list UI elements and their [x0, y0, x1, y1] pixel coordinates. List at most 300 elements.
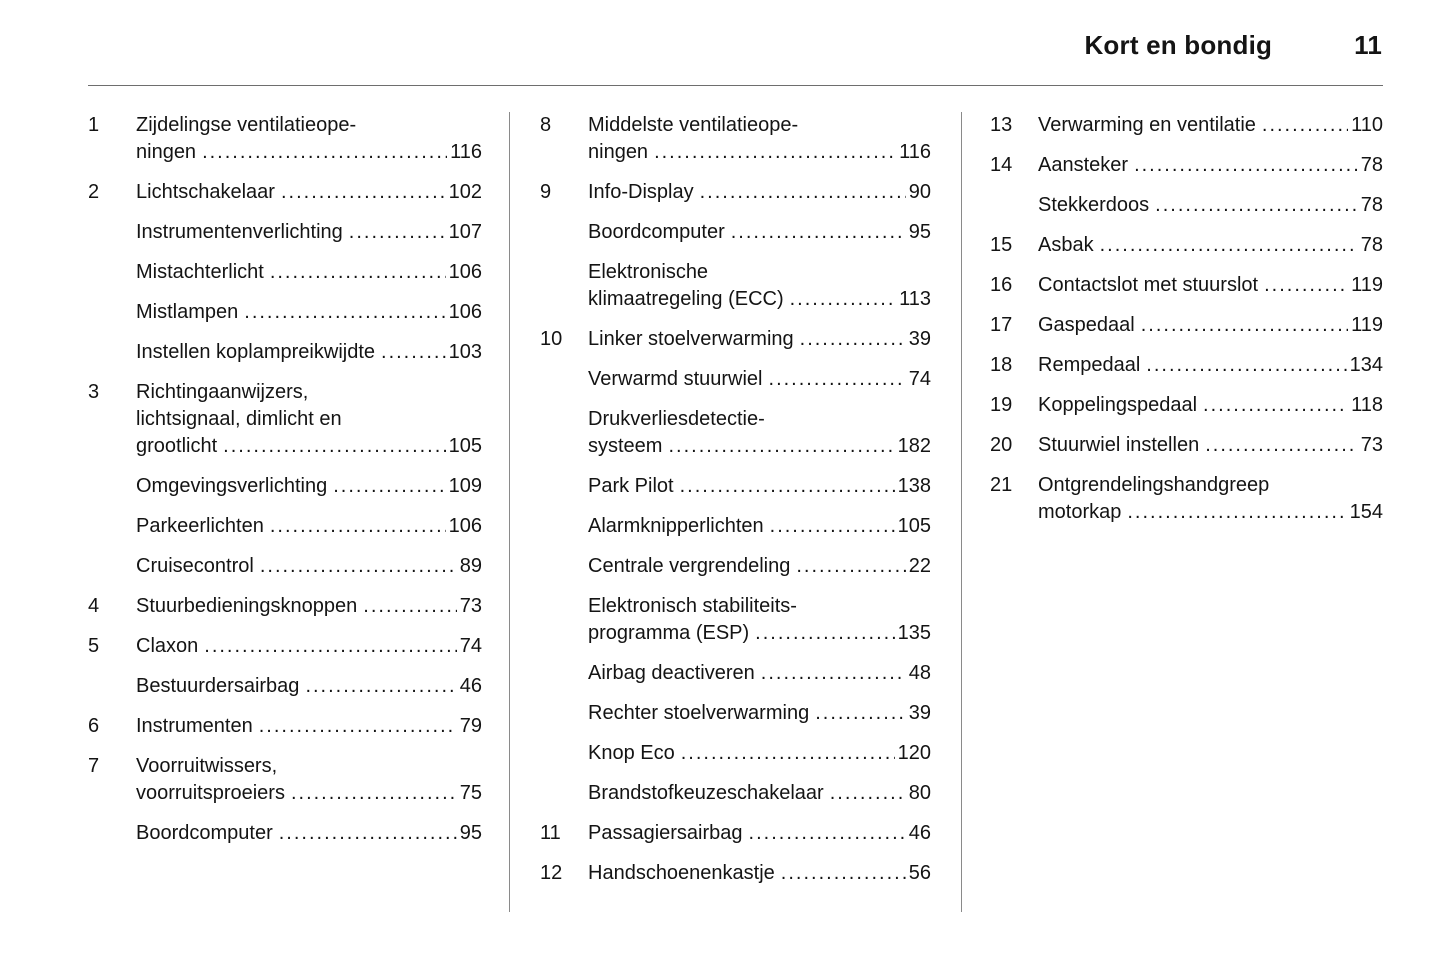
entry-page: 107 — [448, 221, 482, 243]
entry-number — [88, 553, 136, 580]
entry-page: 119 — [1351, 274, 1383, 296]
entry-page: 106 — [448, 301, 482, 323]
entry-content — [1038, 352, 1383, 379]
entry-number: 1 — [88, 114, 100, 136]
entry-text: motorkap — [1038, 501, 1122, 523]
entry-text: programma (ESP) — [588, 622, 750, 644]
entry-number: 17 — [990, 314, 1013, 336]
dot-leader — [700, 179, 906, 206]
entry-page: 79 — [459, 715, 482, 737]
dot-leader — [1146, 352, 1346, 379]
toc-entry — [88, 553, 482, 580]
entry-number: 12 — [540, 862, 563, 884]
entry-line — [136, 593, 482, 620]
dot-leader — [270, 513, 446, 540]
entry-line — [1038, 499, 1383, 526]
dot-leader — [654, 139, 896, 166]
entry-line — [1038, 232, 1383, 259]
entry-line — [136, 433, 482, 460]
entry-line — [588, 740, 931, 767]
entry-content — [1038, 112, 1383, 139]
toc-column — [88, 112, 510, 912]
entry-text: Brandstofkeuzeschakelaar — [588, 782, 824, 804]
entry-text: Instrumentenverlichting — [136, 221, 343, 243]
page-header — [0, 30, 1382, 61]
toc-entry — [540, 513, 931, 540]
entry-number — [88, 299, 136, 326]
entry-number: 14 — [990, 154, 1013, 176]
dot-leader — [349, 219, 446, 246]
toc-entry — [88, 593, 482, 620]
dot-leader — [1262, 112, 1348, 139]
dot-leader — [796, 553, 905, 580]
entry-content — [1038, 232, 1383, 259]
entry-line — [136, 513, 482, 540]
entry-page: 90 — [908, 181, 931, 203]
dot-leader — [668, 433, 894, 460]
toc-entry — [540, 112, 931, 166]
entry-text: Mistlampen — [136, 301, 239, 323]
entry-content — [136, 713, 482, 740]
entry-text: Knop Eco — [588, 742, 675, 764]
dot-leader — [333, 473, 445, 500]
entry-content — [1038, 432, 1383, 459]
toc-entry — [88, 633, 482, 660]
dot-leader — [770, 513, 895, 540]
entry-number: 6 — [88, 715, 100, 737]
dot-leader — [1127, 499, 1346, 526]
entry-page: 48 — [908, 662, 931, 684]
entry-number — [540, 780, 588, 807]
toc-entry — [88, 820, 482, 847]
entry-number — [540, 553, 588, 580]
entry-content — [588, 700, 931, 727]
entry-page: 105 — [448, 435, 482, 457]
entry-number — [990, 192, 1038, 219]
entry-page: 106 — [448, 261, 482, 283]
entry-line: Richtingaanwijzers, — [136, 381, 309, 403]
entry-line: Middelste ventilatieope- — [588, 114, 799, 136]
entry-number: 19 — [990, 394, 1013, 416]
entry-number — [540, 259, 588, 313]
entry-text: Claxon — [136, 635, 199, 657]
entry-content — [1038, 192, 1383, 219]
entry-text: Stuurwiel instellen — [1038, 434, 1200, 456]
entry-number — [540, 219, 588, 246]
toc-entry — [990, 392, 1383, 419]
entry-number: 10 — [540, 328, 563, 350]
entry-line — [588, 473, 931, 500]
entry-number — [88, 513, 136, 540]
entry-page: 105 — [897, 515, 931, 537]
entry-text: Alarmknipperlichten — [588, 515, 764, 537]
entry-text: ningen — [136, 141, 197, 163]
entry-page: 95 — [908, 221, 931, 243]
entry-page: 74 — [459, 635, 482, 657]
entry-line — [588, 700, 931, 727]
entry-page: 73 — [1360, 434, 1383, 456]
dot-leader — [270, 259, 446, 286]
entry-page: 80 — [908, 782, 931, 804]
entry-line — [588, 553, 931, 580]
dot-leader — [223, 433, 445, 460]
entry-number: 20 — [990, 434, 1013, 456]
entry-number: 16 — [990, 274, 1013, 296]
entry-content — [588, 780, 931, 807]
entry-line: Elektronische — [588, 261, 709, 283]
entry-content — [588, 179, 931, 206]
entry-page: 119 — [1351, 314, 1383, 336]
entry-line — [1038, 112, 1383, 139]
entry-text: Aansteker — [1038, 154, 1129, 176]
entry-page: 116 — [450, 141, 482, 163]
dot-leader — [363, 593, 456, 620]
entry-page: 120 — [897, 742, 931, 764]
dot-leader — [1134, 152, 1358, 179]
toc-entry — [990, 112, 1383, 139]
entry-line: lichtsignaal, dimlicht en — [136, 408, 342, 430]
entry-number: 8 — [540, 114, 552, 136]
entry-line — [1038, 392, 1383, 419]
entry-line — [588, 179, 931, 206]
dot-leader — [281, 179, 446, 206]
entry-page: 138 — [897, 475, 931, 497]
entry-page: 116 — [899, 141, 931, 163]
entry-number: 4 — [88, 595, 100, 617]
dot-leader — [755, 620, 894, 647]
entry-content — [136, 673, 482, 700]
entry-text: Gaspedaal — [1038, 314, 1135, 336]
entry-page: 39 — [908, 702, 931, 724]
entry-number — [540, 700, 588, 727]
entry-line — [1038, 312, 1383, 339]
entry-line — [136, 473, 482, 500]
entry-text: voorruitsproeiers — [136, 782, 285, 804]
toc-entry — [540, 179, 931, 206]
entry-line — [136, 259, 482, 286]
entry-content — [136, 820, 482, 847]
entry-line — [588, 286, 931, 313]
toc-entry — [990, 192, 1383, 219]
toc-entry — [540, 780, 931, 807]
entry-text: Parkeerlichten — [136, 515, 264, 537]
entry-page: 22 — [908, 555, 931, 577]
toc-entry — [88, 513, 482, 540]
entry-page: 74 — [908, 368, 931, 390]
entry-page: 78 — [1360, 234, 1383, 256]
toc-entry — [540, 259, 931, 313]
dot-leader — [761, 660, 906, 687]
toc-entry — [88, 473, 482, 500]
entry-text: Rechter stoelverwarming — [588, 702, 810, 724]
header-rule — [88, 85, 1383, 86]
dot-leader — [749, 820, 906, 847]
toc-entry — [88, 219, 482, 246]
entry-content — [136, 219, 482, 246]
entry-number — [88, 219, 136, 246]
entry-line: Ontgrendelingshandgreep — [1038, 474, 1270, 496]
entry-line: Zijdelingse ventilatieope- — [136, 114, 357, 136]
entry-page: 135 — [897, 622, 931, 644]
entry-line — [1038, 272, 1383, 299]
entry-content — [136, 553, 482, 580]
toc-entry — [88, 299, 482, 326]
entry-content — [588, 259, 931, 313]
entry-number: 5 — [88, 635, 100, 657]
toc-entry — [540, 700, 931, 727]
dot-leader — [279, 820, 457, 847]
entry-line — [136, 673, 482, 700]
dot-leader — [305, 673, 456, 700]
entry-page: 110 — [1351, 114, 1383, 136]
toc-entry — [540, 366, 931, 393]
entry-text: Koppelingspedaal — [1038, 394, 1198, 416]
toc-entry — [540, 593, 931, 647]
entry-line — [136, 780, 482, 807]
entry-page: 118 — [1351, 394, 1383, 416]
toc-entry — [88, 179, 482, 206]
entry-page: 78 — [1360, 154, 1383, 176]
dot-leader — [1155, 192, 1358, 219]
entry-number — [540, 366, 588, 393]
entry-text: Boordcomputer — [588, 221, 725, 243]
toc-entry — [540, 326, 931, 353]
entry-page: 46 — [908, 822, 931, 844]
dot-leader — [680, 473, 895, 500]
entry-page: 113 — [899, 288, 931, 310]
entry-number: 18 — [990, 354, 1013, 376]
entry-line: Voorruitwissers, — [136, 755, 278, 777]
entry-content — [136, 299, 482, 326]
dot-leader — [291, 780, 457, 807]
entry-number — [88, 820, 136, 847]
entry-content — [1038, 152, 1383, 179]
entry-text: Contactslot met stuurslot — [1038, 274, 1259, 296]
entry-number: 21 — [990, 474, 1013, 496]
entry-text: Instrumenten — [136, 715, 253, 737]
entry-line — [136, 339, 482, 366]
entry-line — [1038, 152, 1383, 179]
entry-page: 106 — [448, 515, 482, 537]
toc-entry — [88, 379, 482, 460]
entry-line — [588, 433, 931, 460]
entry-line — [588, 219, 931, 246]
entry-line: Drukverliesdetectie- — [588, 408, 765, 430]
entry-content — [588, 820, 931, 847]
entry-line — [1038, 352, 1383, 379]
entry-line — [136, 820, 482, 847]
dot-leader — [1203, 392, 1348, 419]
entry-line — [588, 660, 931, 687]
toc-entry — [88, 339, 482, 366]
dot-leader — [381, 339, 446, 366]
dot-leader — [1264, 272, 1348, 299]
entry-line — [588, 513, 931, 540]
entry-text: Cruisecontrol — [136, 555, 254, 577]
toc-entry — [540, 219, 931, 246]
entry-content — [136, 179, 482, 206]
entry-content — [588, 406, 931, 460]
entry-number — [88, 339, 136, 366]
entry-text: Airbag deactiveren — [588, 662, 755, 684]
entry-line — [136, 219, 482, 246]
toc-entry — [990, 472, 1383, 526]
dot-leader — [830, 780, 906, 807]
entry-page: 78 — [1360, 194, 1383, 216]
toc-columns — [88, 112, 1383, 912]
entry-number: 15 — [990, 234, 1013, 256]
toc-entry — [88, 753, 482, 807]
entry-page: 75 — [459, 782, 482, 804]
entry-content — [136, 753, 482, 807]
entry-content — [588, 366, 931, 393]
dot-leader — [260, 553, 457, 580]
entry-content — [136, 633, 482, 660]
entry-page: 182 — [897, 435, 931, 457]
toc-entry — [990, 352, 1383, 379]
entry-page: 56 — [908, 862, 931, 884]
entry-page: 39 — [908, 328, 931, 350]
entry-text: Stekkerdoos — [1038, 194, 1150, 216]
entry-line — [588, 620, 931, 647]
toc-entry — [540, 740, 931, 767]
toc-entry — [990, 272, 1383, 299]
dot-leader — [244, 299, 445, 326]
entry-number — [540, 593, 588, 647]
entry-content — [1038, 272, 1383, 299]
entry-content — [588, 513, 931, 540]
entry-number — [540, 740, 588, 767]
entry-text: Stuurbedieningsknoppen — [136, 595, 358, 617]
entry-text: Asbak — [1038, 234, 1094, 256]
dot-leader — [790, 286, 896, 313]
toc-entry — [540, 553, 931, 580]
entry-content — [588, 740, 931, 767]
entry-number: 7 — [88, 755, 100, 777]
toc-entry — [990, 312, 1383, 339]
entry-content — [136, 339, 482, 366]
entry-line — [136, 139, 482, 166]
entry-text: Omgevingsverlichting — [136, 475, 328, 497]
toc-column — [962, 112, 1383, 912]
entry-text: Mistachterlicht — [136, 261, 264, 283]
dot-leader — [731, 219, 906, 246]
entry-content — [136, 259, 482, 286]
entry-text: Info-Display — [588, 181, 694, 203]
entry-text: Handschoenenkastje — [588, 862, 775, 884]
entry-page: 102 — [448, 181, 482, 203]
entry-number — [88, 673, 136, 700]
toc-column — [510, 112, 962, 912]
entry-number: 11 — [540, 822, 561, 844]
dot-leader — [204, 633, 456, 660]
entry-content — [136, 593, 482, 620]
entry-number: 13 — [990, 114, 1013, 136]
entry-number — [88, 259, 136, 286]
dot-leader — [1205, 432, 1358, 459]
entry-text: Bestuurdersairbag — [136, 675, 300, 697]
entry-text: Verwarmd stuurwiel — [588, 368, 763, 390]
entry-page: 134 — [1349, 354, 1383, 376]
toc-entry — [88, 259, 482, 286]
toc-entry — [540, 473, 931, 500]
entry-text: Boordcomputer — [136, 822, 273, 844]
toc-entry — [990, 152, 1383, 179]
dot-leader — [1100, 232, 1358, 259]
entry-content — [1038, 312, 1383, 339]
toc-entry — [88, 713, 482, 740]
entry-line — [136, 179, 482, 206]
entry-line — [1038, 192, 1383, 219]
entry-line — [588, 366, 931, 393]
entry-number — [540, 473, 588, 500]
toc-entry — [540, 860, 931, 887]
dot-leader — [1141, 312, 1348, 339]
entry-number — [88, 473, 136, 500]
dot-leader — [781, 860, 906, 887]
entry-content — [136, 379, 482, 460]
entry-content — [588, 326, 931, 353]
entry-number — [540, 406, 588, 460]
entry-line — [588, 820, 931, 847]
entry-line: Elektronisch stabiliteits- — [588, 595, 797, 617]
toc-entry — [88, 673, 482, 700]
entry-text: Centrale vergrendeling — [588, 555, 791, 577]
entry-text: Instellen koplampreikwijdte — [136, 341, 376, 363]
entry-content — [1038, 392, 1383, 419]
entry-line — [136, 299, 482, 326]
entry-page: 95 — [459, 822, 482, 844]
entry-content — [136, 112, 482, 166]
entry-line — [588, 860, 931, 887]
entry-content — [1038, 472, 1383, 526]
toc-entry — [540, 660, 931, 687]
entry-number — [540, 513, 588, 540]
entry-content — [136, 513, 482, 540]
entry-content — [588, 593, 931, 647]
entry-line — [588, 780, 931, 807]
entry-page: 46 — [459, 675, 482, 697]
entry-text: Rempedaal — [1038, 354, 1141, 376]
entry-page: 103 — [448, 341, 482, 363]
entry-content — [136, 473, 482, 500]
entry-page: 73 — [459, 595, 482, 617]
entry-page: 89 — [459, 555, 482, 577]
entry-number: 9 — [540, 181, 552, 203]
entry-line — [136, 553, 482, 580]
toc-entry — [990, 232, 1383, 259]
dot-leader — [681, 740, 895, 767]
entry-number — [540, 660, 588, 687]
entry-content — [588, 860, 931, 887]
toc-entry — [88, 112, 482, 166]
entry-text: Park Pilot — [588, 475, 674, 497]
toc-entry — [540, 406, 931, 460]
entry-page: 154 — [1349, 501, 1383, 523]
entry-content — [588, 660, 931, 687]
entry-text: Linker stoelverwarming — [588, 328, 794, 350]
entry-content — [588, 553, 931, 580]
entry-content — [588, 112, 931, 166]
entry-line — [588, 326, 931, 353]
toc-entry — [540, 820, 931, 847]
entry-text: Passagiersairbag — [588, 822, 743, 844]
dot-leader — [769, 366, 906, 393]
entry-number: 2 — [88, 181, 100, 203]
toc-entry — [990, 432, 1383, 459]
dot-leader — [815, 700, 906, 727]
entry-page: 109 — [448, 475, 482, 497]
